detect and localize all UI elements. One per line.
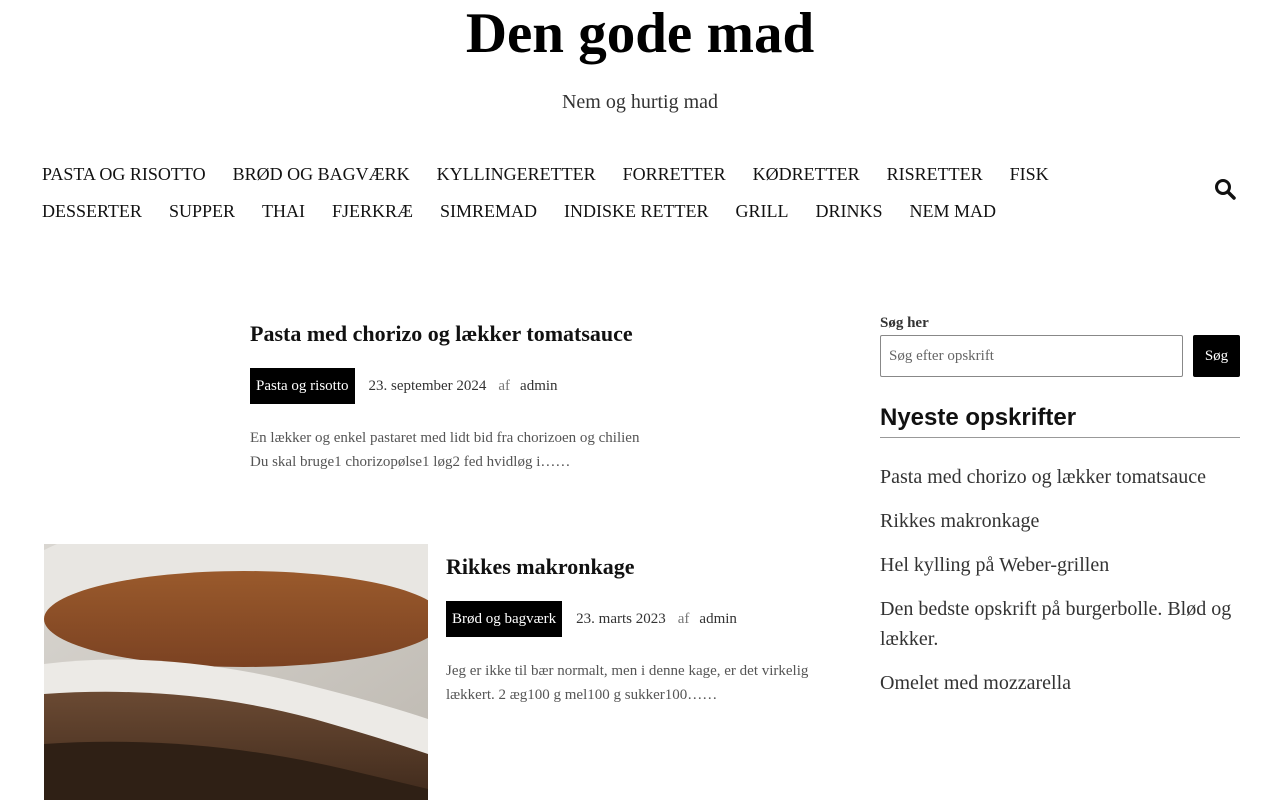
- search-icon[interactable]: [1213, 177, 1237, 201]
- post-excerpt: En lækker og enkel pastaret med lidt bid fra chorizoen og chilien Du skal bruge1 chorizopølse1 løg2 fed hvidløg i……: [250, 430, 640, 470]
- main-navigation: [42, 156, 1122, 230]
- nav-item-kyllingeretter[interactable]: KYLLINGERETTER: [436, 164, 596, 184]
- nav-item-nem-mad[interactable]: NEM MAD: [909, 201, 997, 221]
- post-date[interactable]: 23. marts 2023: [576, 610, 666, 627]
- recent-recipe-link[interactable]: Hel kylling på Weber-grillen: [880, 554, 1110, 576]
- nav-item-forretter[interactable]: FORRETTER: [622, 164, 726, 184]
- post-thumbnail[interactable]: [44, 544, 428, 800]
- post-author[interactable]: admin: [699, 610, 737, 627]
- post-author[interactable]: admin: [520, 377, 558, 394]
- nav-item-brod-og-bagvaerk[interactable]: BRØD OG BAGVÆRK: [232, 164, 410, 184]
- nav-item-thai[interactable]: THAI: [261, 201, 305, 221]
- recent-recipe-link[interactable]: Pasta med chorizo og lækker tomatsauce: [880, 466, 1207, 488]
- nav-item-pasta-og-risotto[interactable]: PASTA OG RISOTTO: [42, 164, 206, 184]
- nav-row: [42, 193, 1122, 230]
- post-date[interactable]: 23. september 2024: [368, 377, 487, 394]
- category-badge[interactable]: Pasta og risotto: [250, 368, 355, 404]
- recent-recipe-link[interactable]: Den bedste opskrift på burgerbolle. Blød og lækker.: [880, 598, 1232, 650]
- site-tagline: Nem og hurtig mad: [561, 91, 719, 113]
- search-form: [880, 335, 1240, 377]
- post-title[interactable]: Pasta med chorizo og lækker tomatsauce: [250, 321, 633, 346]
- post-card: [250, 320, 650, 474]
- nav-row: [42, 156, 1122, 193]
- nav-item-grill[interactable]: GRILL: [735, 201, 789, 221]
- nav-item-simremad[interactable]: SIMREMAD: [440, 201, 538, 221]
- search-button[interactable]: Søg: [1193, 335, 1240, 377]
- recent-recipes-heading: Nyeste opskrifter: [880, 403, 1240, 438]
- post-title[interactable]: Rikkes makronkage: [446, 554, 635, 579]
- nav-item-supper[interactable]: SUPPER: [168, 201, 235, 221]
- nav-item-indiske-retter[interactable]: INDISKE RETTER: [564, 201, 709, 221]
- site-title[interactable]: Den gode mad: [465, 2, 815, 65]
- post-meta: [446, 601, 846, 637]
- recent-recipe-link[interactable]: Omelet med mozzarella: [880, 672, 1072, 694]
- nav-item-fisk[interactable]: FISK: [1009, 164, 1049, 184]
- post-excerpt: Jeg er ikke til bær normalt, men i denne kage, er det virkelig lækkert. 2 æg100 g mel100 g sukker100……: [446, 663, 809, 703]
- category-badge[interactable]: Brød og bagværk: [446, 601, 562, 637]
- by-label: af: [677, 610, 690, 627]
- search-input[interactable]: [880, 335, 1183, 377]
- recent-recipe-link[interactable]: Rikkes makronkage: [880, 510, 1040, 532]
- nav-item-drinks[interactable]: DRINKS: [815, 201, 883, 221]
- nav-item-kodretter[interactable]: KØDRETTER: [752, 164, 860, 184]
- post-meta: [250, 368, 650, 404]
- post-card: [446, 553, 846, 707]
- nav-item-desserter[interactable]: DESSERTER: [42, 201, 142, 221]
- search-label: Søg her: [880, 315, 929, 331]
- nav-item-fjerkrae[interactable]: FJERKRÆ: [331, 201, 414, 221]
- by-label: af: [498, 377, 511, 394]
- sidebar: [880, 313, 1240, 712]
- recent-recipes-list: [880, 462, 1240, 698]
- nav-item-risretter[interactable]: RISRETTER: [886, 164, 983, 184]
